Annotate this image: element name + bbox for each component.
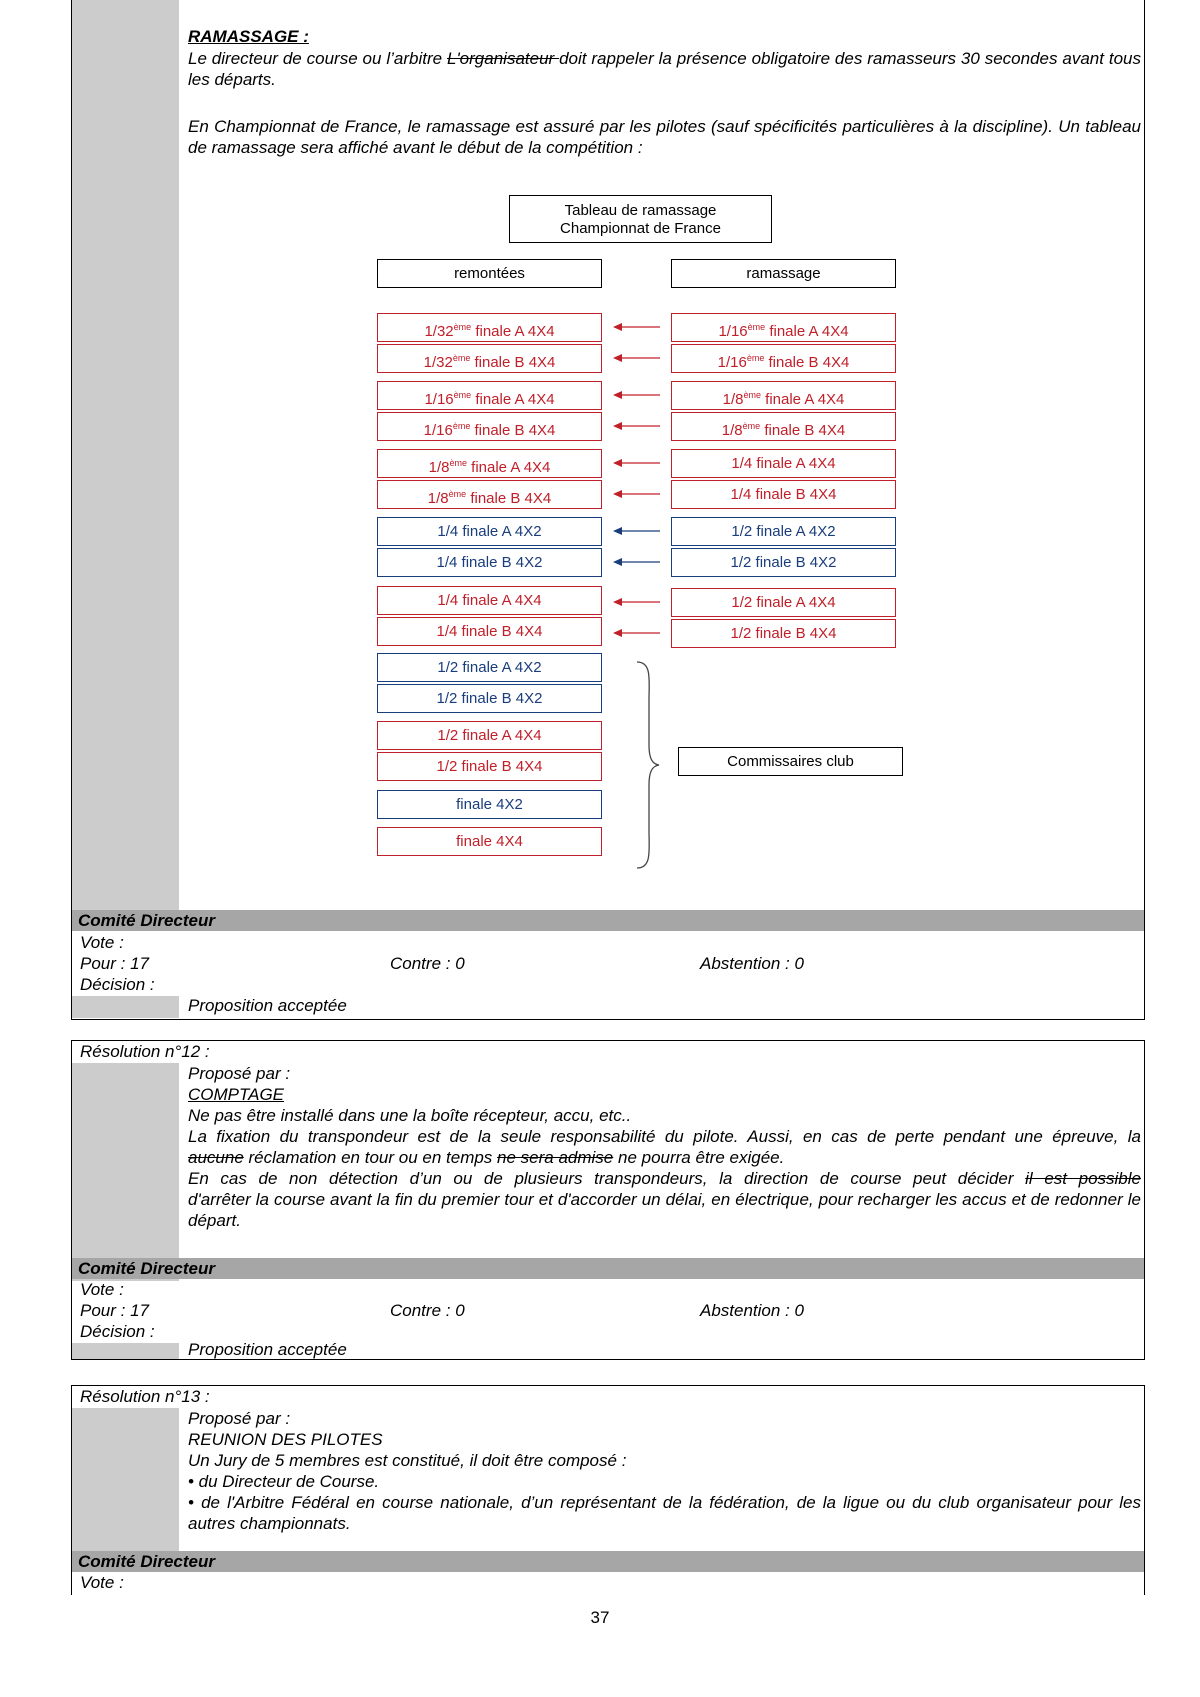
left-heat-box (377, 313, 602, 342)
resolution-block-13 (71, 1385, 1145, 1595)
heat-label: 1/4 finale B 4X2 (436, 554, 543, 571)
paragraph-ramassage (188, 48, 1141, 90)
comite-directeur-band: Comité Directeur (72, 1258, 1144, 1279)
heat-label-rest: finale A 4X4 (471, 391, 555, 408)
heat-label: 1/2 finale A 4X2 (437, 659, 542, 676)
decision-gray-cell (72, 996, 179, 1018)
propose-par: Proposé par : (188, 1064, 291, 1083)
section-heading (188, 26, 309, 47)
resolution-number: Résolution n°12 : (80, 1042, 210, 1061)
comite-directeur-band: Comité Directeur (72, 910, 1144, 931)
heading-text: RAMASSAGE : (188, 27, 309, 46)
text-line (188, 1168, 1141, 1189)
text-run: Le directeur de course ou l’arbitre (188, 49, 447, 68)
paragraph-championnat: En Championnat de France, le ramassage est assuré par les pilotes (sauf spécificités particulières à la discipline). Un tableau de ramassage sera affiché avant le début de la compétition : (188, 117, 1141, 157)
heat-label: 1/16 (424, 391, 454, 408)
heat-label-sup: ème (742, 421, 761, 431)
text-line: • de l'Arbitre Fédéral en course nationale, d’un représentant de la fédération, de la ligue ou du club organisateur pour les autres championnats. (188, 1493, 1141, 1533)
column-header-ramassage: ramassage (671, 259, 896, 288)
heat-label: 1/2 finale B 4X4 (436, 758, 543, 775)
left-heat-box (377, 752, 602, 781)
left-heat-box (377, 344, 602, 373)
heat-label: 1/2 finale B 4X2 (436, 690, 543, 707)
right-heat-box (671, 588, 896, 617)
heat-label: 1/8 (428, 459, 450, 476)
heading-text: COMPTAGE (188, 1085, 285, 1104)
heat-label-rest: finale B 4X4 (760, 422, 846, 439)
text-line: La fixation du transpondeur est de la seule responsabilité du pilote. Aussi, en cas de perte pendant une épreuve, la (188, 1127, 1141, 1146)
left-arrow-icon (613, 597, 661, 607)
left-heat-box (377, 381, 602, 410)
right-heat-box (671, 449, 896, 478)
right-heat-box (671, 381, 896, 410)
left-heat-box (377, 449, 602, 478)
decision-result: Proposition acceptée (188, 996, 347, 1015)
heat-label: 1/4 finale A 4X4 (437, 592, 542, 609)
heat-label: 1/32 (423, 354, 453, 371)
vote-pour: Pour : 17 (80, 1301, 149, 1320)
heat-label-sup: ème (448, 489, 467, 499)
left-heat-box (377, 684, 602, 713)
left-arrow-icon (613, 421, 661, 431)
vote-label: Vote : (80, 1280, 124, 1299)
heat-label-rest: finale B 4X4 (764, 354, 850, 371)
right-heat-box (671, 548, 896, 577)
left-heat-box (377, 827, 602, 856)
diagram-title-line: Tableau de ramassage (564, 202, 717, 219)
text-run: En cas de non détection d’un ou de plusieurs transpondeurs, la direction de course peut décider (188, 1169, 1026, 1188)
left-heat-box (377, 721, 602, 750)
heat-label-rest: finale B 4X4 (470, 354, 556, 371)
propose-par: Proposé par : (188, 1409, 291, 1428)
text-line: d'arrêter la course avant la fin du premier tour et d'accorder un délai, en électrique, pour recharger les accus et de redonner le départ. (188, 1190, 1141, 1230)
heat-label-rest: finale A 4X4 (466, 459, 551, 476)
heat-label-sup: ème (743, 390, 761, 400)
heat-label: 1/32 (424, 323, 454, 340)
right-heat-box (671, 412, 896, 441)
heat-label: 1/8 (427, 490, 449, 507)
left-heat-box (377, 617, 602, 646)
resolution-number: Résolution n°13 : (80, 1387, 210, 1406)
left-arrow-icon (613, 390, 661, 400)
heat-label-rest: finale A 4X4 (765, 323, 849, 340)
heat-label: 1/2 finale B 4X2 (730, 554, 837, 571)
right-heat-box (671, 313, 896, 342)
resolution-block-12 (71, 1040, 1145, 1360)
left-heat-box (377, 790, 602, 819)
struck-text: ne sera admise (497, 1148, 614, 1167)
text-line: Ne pas être installé dans une la boîte récepteur, accu, etc.. (188, 1106, 632, 1125)
heat-label: 1/2 finale A 4X2 (731, 523, 836, 540)
page-number: 37 (590, 1608, 610, 1627)
heat-label-sup: ème (746, 353, 765, 363)
right-heat-box (671, 619, 896, 648)
heat-label-rest: finale B 4X4 (466, 490, 552, 507)
left-arrow-icon (613, 526, 661, 536)
struck-text: aucune (188, 1148, 244, 1167)
margin-column (72, 1063, 179, 1281)
vote-abstention: Abstention : 0 (700, 1301, 804, 1320)
section-heading (188, 1084, 284, 1105)
left-arrow-icon (613, 322, 661, 332)
heat-label-sup: ème (453, 390, 472, 400)
left-arrow-icon (613, 557, 661, 567)
left-arrow-icon (613, 628, 661, 638)
heat-label: 1/8 (721, 422, 743, 439)
struck-text: L'organisateur (446, 49, 560, 68)
heat-label: 1/2 finale B 4X4 (730, 625, 837, 642)
text-run: doit rappeler la présence obligatoire des ramasseurs 30 secondes avant tous les départs. (188, 49, 1141, 89)
left-heat-box (377, 412, 602, 441)
decision-gray-cell (72, 1343, 179, 1359)
left-arrow-icon (613, 489, 661, 499)
right-heat-box (671, 344, 896, 373)
struck-text: il est possible (1025, 1169, 1141, 1188)
text-line (188, 1147, 784, 1168)
heat-label-rest: finale B 4X4 (470, 422, 556, 439)
heat-label: 1/4 finale A 4X2 (437, 523, 542, 540)
column-header-remontees: remontées (377, 259, 602, 288)
vote-abstention: Abstention : 0 (700, 954, 804, 973)
text-run: ne pourra être exigée. (613, 1148, 785, 1167)
heat-label-sup: ème (747, 322, 766, 332)
heat-label: 1/16 (717, 354, 747, 371)
heat-label-sup: ème (452, 421, 471, 431)
vote-contre: Contre : 0 (390, 1301, 465, 1320)
section-heading: REUNION DES PILOTES (188, 1430, 383, 1449)
margin-column (72, 1408, 179, 1572)
heat-label: finale 4X4 (456, 833, 523, 850)
heat-label: 1/2 finale A 4X4 (731, 594, 836, 611)
vote-contre: Contre : 0 (390, 954, 465, 973)
text-run: réclamation en tour ou en temps (243, 1148, 498, 1167)
left-heat-box (377, 480, 602, 509)
left-heat-box (377, 653, 602, 682)
vote-label: Vote : (80, 933, 124, 952)
left-arrow-icon (613, 458, 661, 468)
heat-label: 1/2 finale A 4X4 (437, 727, 542, 744)
decision-label: Décision : (80, 1322, 155, 1341)
text-line: • du Directeur de Course. (188, 1472, 380, 1491)
diagram-title (509, 195, 772, 243)
heat-label-sup: ème (449, 458, 467, 468)
decision-label: Décision : (80, 975, 155, 994)
left-arrow-icon (613, 353, 661, 363)
vote-label: Vote : (80, 1573, 124, 1592)
left-heat-box (377, 548, 602, 577)
brace-icon (632, 660, 662, 870)
diagram-title-line: Championnat de France (560, 220, 721, 237)
heat-label: 1/16 (423, 422, 453, 439)
resolution-block-ramassage (71, 0, 1145, 1020)
heat-label: 1/4 finale B 4X4 (436, 623, 543, 640)
commissaires-club-box: Commissaires club (678, 747, 903, 776)
heat-label: finale 4X2 (456, 796, 523, 813)
left-heat-box (377, 517, 602, 546)
heat-label-sup: ème (452, 353, 471, 363)
heat-label-sup: ème (453, 322, 472, 332)
heat-label: 1/4 finale B 4X4 (730, 486, 837, 503)
text-line: Un Jury de 5 membres est constitué, il doit être composé : (188, 1451, 627, 1470)
right-heat-box (671, 517, 896, 546)
left-heat-box (377, 586, 602, 615)
decision-result: Proposition acceptée (188, 1340, 347, 1359)
comite-directeur-band: Comité Directeur (72, 1551, 1144, 1572)
heat-label: 1/8 (722, 391, 744, 408)
heat-label: 1/16 (718, 323, 748, 340)
heat-label-rest: finale A 4X4 (471, 323, 555, 340)
vote-pour: Pour : 17 (80, 954, 149, 973)
right-heat-box (671, 480, 896, 509)
margin-column (72, 0, 179, 910)
heat-label-rest: finale A 4X4 (760, 391, 845, 408)
heat-label: 1/4 finale A 4X4 (731, 455, 836, 472)
